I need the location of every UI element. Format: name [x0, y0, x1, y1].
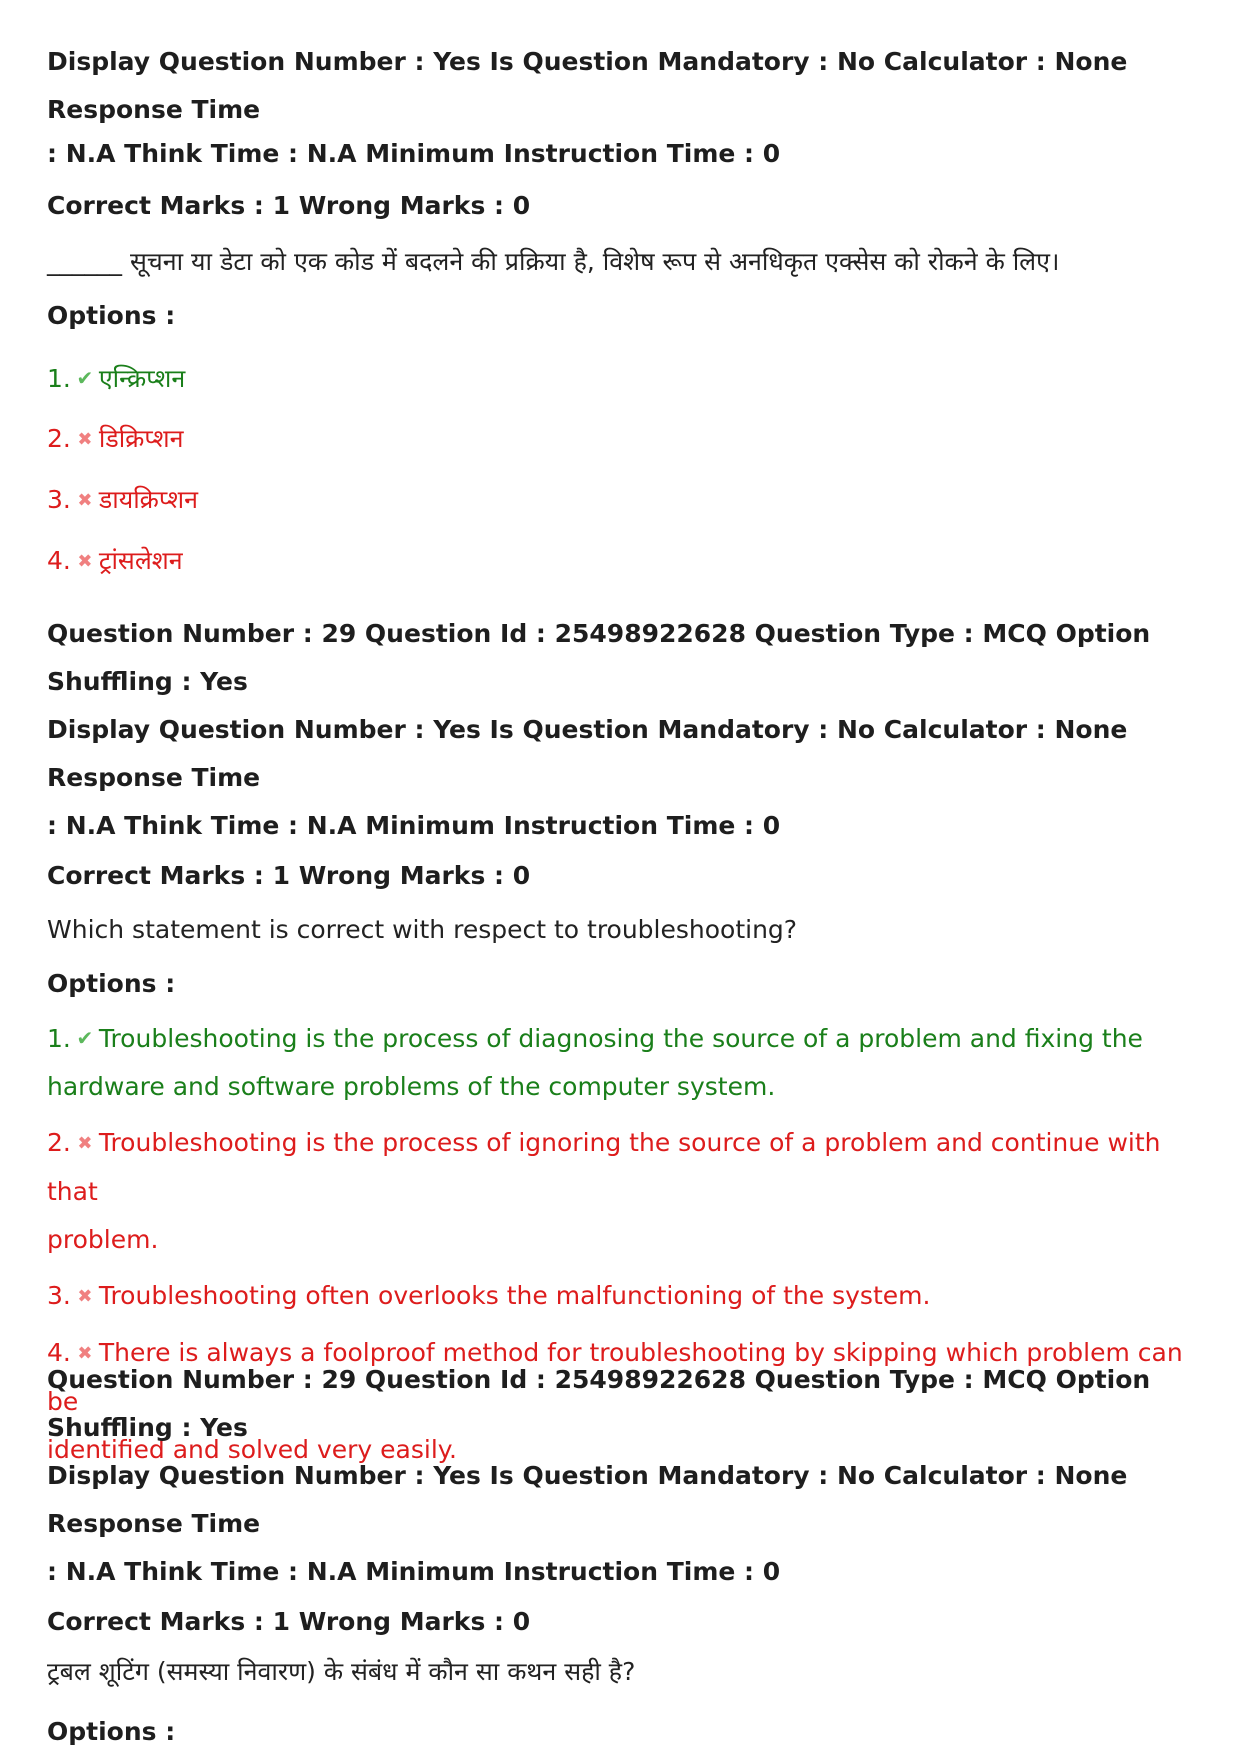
option-number: 3.: [47, 485, 71, 514]
option-number: 2.: [47, 424, 71, 453]
question-meta-line: Display Question Number : Yes Is Question Mandatory : No Calculator : None Response Time: [47, 715, 1128, 792]
options-label: Options :: [47, 969, 176, 998]
option-item: [47, 409, 1207, 470]
option-text: Troubleshooting often overlooks the malfunctioning of the system.: [98, 1281, 931, 1310]
question-block-3: [47, 1356, 1207, 1750]
question-meta-line: : N.A Think Time : N.A Minimum Instruction Time : 0: [47, 139, 781, 168]
question-meta-line: Display Question Number : Yes Is Question Mandatory : No Calculator : None Response Time: [47, 47, 1128, 124]
option-text-continued: hardware and software problems of the computer system.: [47, 1072, 776, 1101]
check-icon: ✔: [76, 1026, 94, 1050]
question-meta-line: Question Number : 29 Question Id : 25498922628 Question Type : MCQ Option Shuffling : Yes: [47, 619, 1151, 696]
question-marks: Correct Marks : 1 Wrong Marks : 0: [47, 191, 531, 220]
question-text: Which statement is correct with respect to troubleshooting?: [47, 915, 798, 944]
option-number: 3.: [47, 1281, 71, 1310]
question-meta-line: : N.A Think Time : N.A Minimum Instruction Time : 0: [47, 811, 781, 840]
check-icon: ✔: [76, 366, 94, 390]
option-item: [47, 470, 1207, 531]
question-marks: Correct Marks : 1 Wrong Marks : 0: [47, 1607, 531, 1636]
option-item: [47, 531, 1207, 592]
options-label: Options :: [47, 1717, 176, 1746]
option-text: एन्क्रिप्शन: [98, 364, 186, 393]
question-meta-line: : N.A Think Time : N.A Minimum Instruction Time : 0: [47, 1557, 781, 1586]
question-text: ट्रबल शूटिंग (समस्या निवारण) के संबंध में कौन सा कथन सही है?: [47, 1657, 636, 1686]
option-number: 4.: [47, 1338, 71, 1367]
question-marks: Correct Marks : 1 Wrong Marks : 0: [47, 861, 531, 890]
option-text-continued: problem.: [47, 1225, 159, 1254]
question-block-2: [47, 610, 1207, 1474]
cross-icon: ✖: [77, 1343, 93, 1364]
option-number: 1.: [47, 364, 71, 393]
question-block-1: [47, 38, 1207, 592]
cross-icon: ✖: [77, 490, 93, 511]
option-text: Troubleshooting is the process of diagnosing the source of a problem and fixing the: [98, 1024, 1143, 1053]
option-text: डायक्रिप्शन: [98, 485, 198, 514]
option-text: There is always a foolproof method for troubleshooting by skipping which problem can be: [47, 1338, 1183, 1416]
option-item: [47, 348, 1207, 409]
question-text: ______ सूचना या डेटा को एक कोड में बदलने की प्रक्रिया है, विशेष रूप से अनधिकृत एक्सेस को रोकने के लिए।: [47, 247, 1060, 276]
question-meta-line: Display Question Number : Yes Is Question Mandatory : No Calculator : None Response Time: [47, 1461, 1128, 1538]
option-text: ट्रांसलेशन: [98, 546, 183, 575]
cross-icon: ✖: [77, 1286, 93, 1307]
option-text-continued: identified and solved very easily.: [47, 1435, 457, 1464]
option-number: 1.: [47, 1024, 71, 1053]
option-number: 2.: [47, 1128, 71, 1157]
question-meta-line: Question Number : 29 Question Id : 25498922628 Question Type : MCQ Option Shuffling : Yes: [47, 1365, 1151, 1442]
option-item: [47, 1119, 1207, 1264]
option-text: Troubleshooting is the process of ignoring the source of a problem and continue with that: [47, 1128, 1161, 1206]
cross-icon: ✖: [77, 1133, 93, 1154]
cross-icon: ✖: [77, 551, 93, 572]
option-number: 4.: [47, 546, 71, 575]
option-item: [47, 1272, 1207, 1321]
option-text: डिक्रिप्शन: [98, 424, 184, 453]
options-label: Options :: [47, 301, 176, 330]
cross-icon: ✖: [77, 429, 93, 450]
option-item: [47, 1014, 1207, 1111]
